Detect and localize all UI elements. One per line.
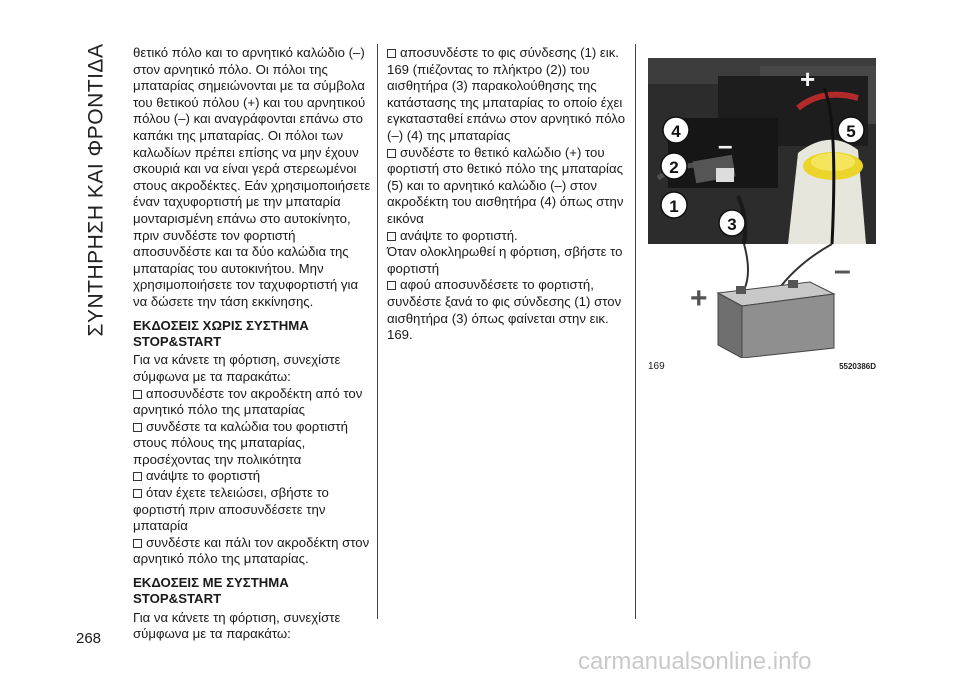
step-text: ανάψτε το φορτιστή <box>146 468 261 484</box>
checkbox-bullet-icon <box>133 390 142 399</box>
callout-4 <box>663 117 689 143</box>
text-column-2 <box>387 45 630 344</box>
watermark: carmanualsonline.info <box>578 648 812 675</box>
minus-sign-label: – <box>834 254 851 287</box>
step-text: συνδέστε και πάλι τον ακροδέκτη στον αρνητικό πόλο της μπαταρίας. <box>133 534 370 567</box>
svg-text:3: 3 <box>727 215 737 234</box>
callout-2 <box>661 153 687 179</box>
step-item <box>387 277 630 343</box>
step-text: συνδέστε τα καλώδια του φορτιστή στους πόλους της μπαταρίας, προσέχοντας την πολικότητα <box>133 418 348 467</box>
step-item <box>133 468 373 485</box>
checkbox-bullet-icon <box>133 472 142 481</box>
checkbox-bullet-icon <box>133 423 142 432</box>
chapter-title-text: ΣΥΝΤΗΡΗΣΗ ΚΑΙ ΦΡΟΝΤΙΔΑ <box>84 43 108 337</box>
minus-sign-label: – <box>718 130 733 160</box>
step-item <box>133 485 373 535</box>
step-text: ανάψτε το φορτιστή. <box>400 227 518 243</box>
figure-caption <box>648 361 876 377</box>
column-divider <box>377 44 378 619</box>
page-number: 268 <box>76 630 102 647</box>
checkbox-bullet-icon <box>387 49 396 58</box>
checkbox-bullet-icon <box>387 232 396 241</box>
text-column-1 <box>133 45 373 643</box>
plus-sign-label: + <box>800 64 816 94</box>
checkbox-bullet-icon <box>133 489 142 498</box>
negative-cable <box>744 244 748 290</box>
plus-sign-label: + <box>690 282 708 315</box>
step-item <box>133 386 373 419</box>
battery-charging-illustration <box>648 58 876 358</box>
checkbox-bullet-icon <box>387 281 396 290</box>
callout-5 <box>838 117 864 143</box>
figure-code: 5520386D <box>839 362 876 371</box>
section-heading: ΕΚΔΟΣΕΙΣ ΜΕ ΣΥΣΤΗΜΑ STOP&START <box>133 575 289 607</box>
chapter-title <box>78 40 114 340</box>
step-item <box>133 419 373 469</box>
step-text: αποσυνδέστε το φις σύνδεσης (1) εικ. 169 (πιέζοντας το πλήκτρο (2)) του αισθητήρα (3) παρακολούθησης της κατάστασης της μπαταρίας το οποίο έχει εγκατασταθεί επάνω στον αρνητικό πόλο (–) (4) της μπαταρίας <box>387 45 626 143</box>
note-paragraph: Όταν ολοκληρωθεί η φόρτιση, σβήστε το φορτιστή <box>387 244 623 276</box>
svg-text:5: 5 <box>846 122 856 141</box>
battery-icon <box>718 280 834 358</box>
step-item <box>133 535 373 568</box>
svg-text:1: 1 <box>669 197 679 216</box>
step-text: όταν έχετε τελειώσει, σβήστε το φορτιστή πριν αποσυνδέσετε την μπαταρία <box>133 485 329 534</box>
checkbox-bullet-icon <box>387 149 396 158</box>
intro-paragraph: θετικό πόλο και το αρνητικό καλώδιο (–) στον αρνητικό πόλο. Οι πόλοι της μπαταρίας σημειώνονται με τα σύμβολα του θετικού πόλου (+) και του αρνητικού πόλου (–) και αναγράφονται επάνω στο καπάκι της μπαταρίας. Οι πόλοι των καλωδίων πρέπει επίσης να μην έχουν σκουριά και να είναι γερά στερεωμένοι στους ακροδέκτες. Εάν χρησιμοποιήσετε έναν ταχυφορτιστή με την μπαταρία μονταρισμένη επάνω στο αυτοκίνητο, πριν συνδέστε τον φορτιστή αποσυνδέστε και τα δύο καλώδια της μπαταρίας του αυτοκινήτου. Μην χρησιμοποιήσετε τον ταχυφορτιστή για να δώσετε την τάση εκκίνησης. <box>133 45 371 309</box>
svg-text:2: 2 <box>669 158 679 177</box>
lead-paragraph: Για να κάνετε τη φόρτιση, συνεχίστε σύμφωνα με τα παρακάτω: <box>133 352 341 384</box>
step-text: αποσυνδέστε τον ακροδέκτη από τον αρνητικό πόλο της μπαταρίας <box>133 385 363 418</box>
section-heading: ΕΚΔΟΣΕΙΣ ΧΩΡΙΣ ΣΥΣΤΗΜΑ STOP&START <box>133 317 309 349</box>
checkbox-bullet-icon <box>133 539 142 548</box>
step-text: συνδέστε το θετικό καλώδιο (+) του φορτιστή στο θετικό πόλο της μπαταρίας (5) και το αρνητικό καλώδιο (–) στον ακροδέκτη του αισθητήρα (4) όπως στην εικόνα <box>387 144 624 226</box>
step-item <box>387 228 630 245</box>
callout-3 <box>719 210 745 236</box>
lead-paragraph: Για να κάνετε τη φόρτιση, συνεχίστε σύμφωνα με τα παρακάτω: <box>133 609 341 642</box>
column-divider <box>635 44 636 619</box>
svg-text:4: 4 <box>671 122 681 141</box>
figure-number: 169 <box>648 361 665 372</box>
step-item <box>387 45 630 145</box>
step-text: αφού αποσυνδέσετε το φορτιστή, συνδέστε ξανά το φις σύνδεσης (1) στον αισθητήρα (3) όπως φαίνεται στην εικ. 169. <box>387 277 622 343</box>
step-item <box>387 145 630 228</box>
figure-169-illustration <box>648 58 876 358</box>
callout-1 <box>661 192 687 218</box>
